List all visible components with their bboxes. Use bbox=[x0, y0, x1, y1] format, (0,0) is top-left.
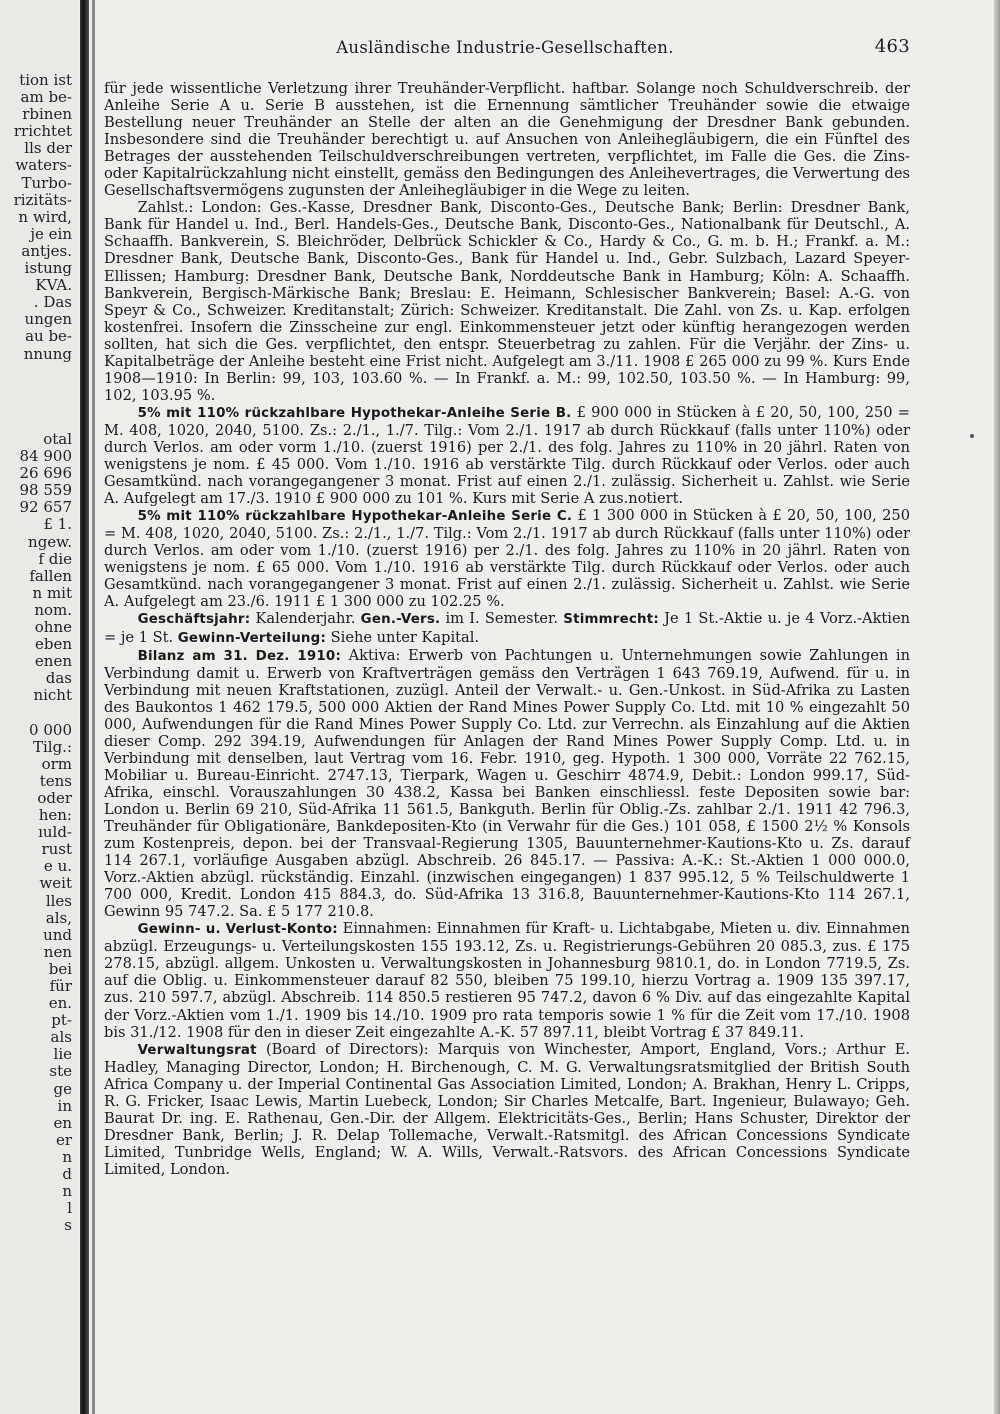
previous-page-line-18 bbox=[0, 380, 72, 397]
previous-page-line-63: n bbox=[62, 1147, 72, 1166]
previous-page-line-12: KVA. bbox=[35, 276, 72, 295]
previous-page-line-47: weit bbox=[39, 874, 72, 893]
previous-page-line-6: Turbo- bbox=[21, 173, 72, 192]
previous-page-line-22: 84 900 bbox=[19, 447, 72, 466]
previous-page-line-29: fallen bbox=[29, 566, 72, 585]
profit-distribution-text: Siehe unter Kapital. bbox=[326, 628, 480, 646]
previous-page-line-28: f die bbox=[38, 549, 72, 568]
profit-loss-paragraph bbox=[104, 920, 910, 1040]
previous-page-line-11: istung bbox=[24, 259, 72, 278]
previous-page-line-41: tens bbox=[39, 771, 72, 790]
running-header bbox=[100, 36, 910, 64]
previous-page-line-14: ungen bbox=[24, 310, 72, 329]
previous-page-line-60: in bbox=[57, 1096, 72, 1115]
fiscal-year-heading: Geschäftsjahr: bbox=[137, 612, 251, 628]
board-text: (Board of Directors): Marquis von Winchester, Amport, England, Vors.; Arthur E. Hadley, Managing Director, London; H. Birchenough, C. M. G. Verwaltungsratsmitglied der British South Africa Company u. der Imperial Continental Gas Association Limited, London; A. Brakhan, Henry L. Cripps, R. G. Fricker, Isaac Lewis, Martin Luebeck, London; Sir Charles Metcalfe, Bart. Ingenieur, Bulawayo; Geh. Baurat Dr. ing. E. Rathenau, Gen.-Dir. der Allgem. Elektricitäts-Ges., Berlin; Hans Schuster, Direktor der Dresdner Bank, Berlin; J. R. Delap Tollemache, Verwalt.-Ratsmitgl. des African Concessions Syndicate Limited, Tunbridge Wells, England; W. A. Wills, Verwalt.-Ratsvors. des African Concessions Syndicate Limited, London. bbox=[104, 1040, 910, 1178]
previous-page-line-32: ohne bbox=[34, 618, 72, 636]
previous-page-line-21: otal bbox=[43, 429, 72, 448]
balance-sheet-text: Aktiva: Erwerb von Pachtungen u. Unternehmungen sowie Zahlungen in Verbindung damit u. Erwerb von Kraftverträgen gemäss den Verträgen 1 643 769.19, Aufwend. für u. in Verbindung mit neuen Kraftstationen, zuzügl. Anteil der Verwalt.- u. Gen.-Unkost. in Süd-Afrika zu Lasten des Baukontos 1 462 179.5, 500 000 Aktien der Rand Mines Power Supply Co. Ltd. mit 10 % eingezahlt 50 000, Aufwendungen für die Rand Mines Power Supply Co. Ltd. zur Verrechn. als Einzahlung auf die Aktien dieser Comp. 292 394.19, Aufwendungen für Anlagen der Rand Mines Power Supply Comp. Ltd. u. in Verbindung mit denselben, laut Vertrag vom 16. Febr. 1910, geg. Hypoth. 1 300 000, Vorräte 22 762.15, Mobiliar u. Bureau-Einricht. 2747.13, Tierpark, Wagen u. Geschirr 4874.9, Debit.: London 999.17, Süd-Afrika, einschl. Vorauszahlungen 30 438.2, Kassa bei Banken einschliessl. feste Depositen sowie bar: London u. Berlin 69 210, Süd-Afrika 11 561.5, Bankguth. Berlin für Oblig.-Zs. zahlbar 2./1. 1911 42 796.3, Treuhänder für Obligationäre, Bankdepositen-Kto (in Verwahr für die Ges.) 101 058, £ 1500 2½ % Konsols zum Kostenpreis, depon. bei der Transvaal-Regierung 1305, Bauunternehmer-Kautions-Kto u. Zs. darauf 114 267.1, vorläufige Ausgaben abzügl. Abschreib. 26 845.17. — Passiva: A.-K.: St.-Aktien 1 000 000.0, Vorz.-Aktien abzügl. rückständig. Einzahl. (inzwischen eingegangen) 1 837 995.12, 5 % Teilschuldwerte 1 700 000, Kredit. London 415 884.3, do. Süd-Afrika 13 316.8, Bauunternehmer-Kautions-Kto 114 267.1, Gewinn 95 747.2. Sa. £ 5 177 210.8. bbox=[104, 646, 910, 921]
previous-page-line-51: nen bbox=[43, 942, 72, 961]
binding-gutter bbox=[80, 0, 89, 1414]
previous-page-line-46: e u. bbox=[43, 857, 72, 876]
page-right-edge bbox=[994, 0, 1000, 1414]
previous-page-line-35: das bbox=[45, 669, 72, 688]
previous-page-line-57: lie bbox=[53, 1045, 72, 1064]
previous-page-line-4: lls der bbox=[24, 139, 72, 158]
previous-page-line-10: antjes. bbox=[21, 241, 72, 260]
previous-page-line-66: l bbox=[67, 1199, 72, 1218]
previous-page-line-19 bbox=[0, 397, 72, 414]
previous-page-line-20 bbox=[0, 414, 72, 431]
paying-agents-paragraph: Zahlst.: London: Ges.-Kasse, Dresdner Bank, Disconto-Ges., Deutsche Bank; Berlin: Dresdner Bank, Bank für Handel u. Ind., Berl. Handels-Ges., Deutsche Bank, Disconto-Ges., Nationalbank für Deutschl., A. Schaaffh. Bankverein, S. Bleichröder, Delbrück Schickler & Co., Hardy & Co., G. m. b. H.; Frankf. a. M.: Dresdner Bank, Deutsche Bank, Disconto-Ges., Bank für Handel u. Ind., Gebr. Sulzbach, Lazard Speyer-Ellissen; Hamburg: Dresdner Bank, Deutsche Bank, Norddeutsche Bank in Hamburg; Köln: A. Schaaffh. Bankverein, Bergisch-Märkische Bank; Breslau: E. Heimann, Schlesischer Bankverein; Basel: A.-G. von Speyr & Co., Schweizer. Kreditanstalt; Zürich: Schweizer. Kreditanstalt. Die Zahl. von Zs. u. Kap. erfolgen kostenfrei. Insofern die Zinsscheine zur engl. Einkommensteuer jetzt oder künftig herangezogen werden sollten, hat sich die Ges. verpflichtet, den entspr. Steuerbetrag zu zahlen. Für die Verjähr. der Zins- u. Kapitalbeträge der Anleihe besteht eine Frist nicht. Aufgelegt am 3./11. 1908 £ 265 000 zu 99 %. Kurs Ende 1908—1910: In Berlin: 99, 103, 103.60 %. — In Frankf. a. M.: 99, 102.50, 103.50 %. — In Hamburg: 99, 102, 103.95 %. bbox=[104, 199, 910, 404]
previous-page-line-1: am be- bbox=[20, 88, 72, 107]
previous-page-edge bbox=[0, 0, 78, 1414]
previous-page-line-59: ge bbox=[53, 1079, 72, 1098]
previous-page-line-15: au be- bbox=[25, 327, 72, 346]
profit-loss-heading: Gewinn- u. Verlust-Konto: bbox=[137, 922, 338, 938]
previous-page-line-44: ıuld- bbox=[38, 823, 72, 842]
bond-series-c-paragraph bbox=[104, 507, 910, 610]
previous-page-line-61: en bbox=[53, 1113, 72, 1132]
balance-sheet-paragraph bbox=[104, 647, 910, 921]
previous-page-line-26: £ 1. bbox=[43, 515, 72, 534]
previous-page-line-7: rizitäts- bbox=[13, 190, 72, 209]
previous-page-line-37 bbox=[0, 704, 72, 721]
previous-page-line-0: tion ist bbox=[19, 71, 72, 89]
page-number: 463 bbox=[874, 36, 910, 57]
previous-page-line-42: oder bbox=[37, 788, 72, 807]
previous-page-line-48: lles bbox=[45, 891, 72, 910]
previous-page-line-23: 26 696 bbox=[19, 464, 72, 483]
previous-page-line-24: 98 559 bbox=[19, 481, 72, 500]
binding-shadow bbox=[92, 0, 95, 1414]
previous-page-line-54: en. bbox=[48, 994, 72, 1013]
previous-page-line-3: rrichtet bbox=[13, 122, 72, 141]
previous-page-line-49: als, bbox=[45, 908, 72, 927]
profit-distribution-heading: Gewinn-Verteilung: bbox=[177, 630, 327, 646]
previous-page-line-43: hen: bbox=[38, 806, 72, 825]
bond-series-c-heading: 5% mit 110% rückzahlbare Hypothekar-Anleihe Serie C. bbox=[137, 509, 573, 525]
previous-page-line-13: . Das bbox=[33, 293, 72, 312]
previous-page-line-45: rust bbox=[41, 840, 72, 859]
bond-series-b-heading: 5% mit 110% rückzahlbare Hypothekar-Anleihe Serie B. bbox=[137, 405, 572, 421]
previous-page-line-58: ste bbox=[49, 1062, 72, 1081]
previous-page-line-17 bbox=[0, 363, 72, 380]
voting-right-text: Je 1 St.-Aktie u. je 4 Vorz.-Aktien = je 1 St. bbox=[104, 610, 910, 646]
previous-page-line-53: für bbox=[49, 976, 72, 995]
previous-page-line-31: nom. bbox=[34, 600, 72, 619]
previous-page-line-33: eben bbox=[34, 635, 72, 654]
previous-page-line-55: pt- bbox=[51, 1011, 72, 1030]
previous-page-line-5: waters- bbox=[15, 156, 72, 175]
scan-speck bbox=[970, 434, 974, 438]
previous-page-line-27: ngew. bbox=[28, 532, 72, 551]
general-meeting-heading: Gen.-Vers. bbox=[360, 612, 441, 628]
previous-page-text-fragments bbox=[0, 72, 72, 1234]
bond-series-b-paragraph bbox=[104, 404, 910, 507]
previous-page-line-40: orm bbox=[41, 754, 72, 773]
previous-page-line-16: nnung bbox=[23, 344, 72, 363]
previous-page-line-30: n mit bbox=[32, 583, 72, 602]
bond-series-c-text: £ 1 300 000 in Stücken à £ 20, 50, 100, 250 = M. 408, 1020, 2040, 5100. Zs.: 2./1., 1./7. Tilg.: Vom 2./1. 1917 ab durch Rückkauf (falls unter 110%) oder durch Verlos. am oder vom 1./10. (zuerst 1916) per 2./1. des folg. Jahres zu 110% in 20 jährl. Raten von wenigstens je nom. £ 65 000. Vom 1./10. 1916 ab verstärkte Tilg. durch Rückkauf oder Verlos. oder auch Gesamtkünd. nach vorangegangener 3 monat. Frist auf einen 2./1. zulässig. Sicherheit u. Zahlst. wie Serie A. Aufgelegt am 23./6. 1911 £ 1 300 000 zu 102.25 %. bbox=[104, 507, 910, 611]
fiscal-year-text: Kalenderjahr. bbox=[250, 610, 361, 628]
balance-sheet-heading: Bilanz am 31. Dez. 1910: bbox=[137, 648, 342, 664]
previous-page-line-65: n bbox=[62, 1182, 72, 1201]
previous-page-line-62: er bbox=[55, 1130, 72, 1149]
running-title: Ausländische Industrie-Gesellschaften. bbox=[336, 38, 674, 57]
profit-loss-text: Einnahmen: Einnahmen für Kraft- u. Lichtabgabe, Mieten u. div. Einnahmen abzügl. Erzeugungs- u. Verteilungskosten 155 193.12, Zs. u. Registrierungs-Gebühren 20 085.3, zus. £ 175 278.15, abzügl. allgem. Unkosten u. Verwaltungskosten in Johannesburg 9810.1, do. in London 7719.5, Zs. auf die Oblig. u. Einkommensteuer darauf 82 550, bleiben 75 199.10, hierzu Vortrag a. 1909 135 397.17, zus. 210 597.7, abzügl. Abschreib. 114 850.5 restieren 95 747.2, davon 6 % Div. auf das eingezahlte Kapital der Vorz.-Aktien vom 1./1. 1909 bis 14./10. 1909 pro rata temporis sowie 1 % für die Zeit vom 17./10. 1908 bis 31./12. 1908 für den in dieser Zeit eingezahlte A.-K. 57 897.11, bleibt Vortrag £ 37 849.11. bbox=[104, 920, 910, 1041]
article-body bbox=[104, 80, 910, 1178]
previous-page-line-52: bei bbox=[48, 959, 72, 978]
voting-right-heading: Stimmrecht: bbox=[563, 612, 659, 628]
previous-page-line-34: enen bbox=[34, 652, 72, 671]
previous-page-line-9: je ein bbox=[30, 224, 72, 243]
previous-page-line-50: und bbox=[43, 925, 72, 944]
previous-page-line-64: d bbox=[62, 1165, 72, 1183]
previous-page-line-36: nicht bbox=[33, 686, 72, 705]
previous-page-line-25: 92 657 bbox=[19, 498, 72, 517]
bond-series-b-text: £ 900 000 in Stücken à £ 20, 50, 100, 250 = M. 408, 1020, 2040, 5100. Zs.: 2./1., 1./7. Tilg.: Vom 2./1. 1917 ab durch Rückkauf (falls unter 110%) oder durch Verlos. am oder vorm 1./10. (zuerst 1916) per 2./1. des folg. Jahres zu 110% in 20 jährl. Raten von wenigstens je nom. £ 45 000. Vom 1./10. 1916 ab verstärkte Tilg. durch Rückkauf oder Verlos. oder auch Gesamtkünd. nach vorangegangener 3 monat. Frist auf einen 2./1. zulässig. Sicherheit u. Zahlst. wie Serie A. Aufgelegt am 17./3. 1910 £ 900 000 zu 101 %. Kurs mit Serie A zus.notiert. bbox=[104, 403, 910, 508]
board-heading: Verwaltungsrat bbox=[137, 1042, 257, 1058]
previous-page-line-56: als bbox=[50, 1028, 72, 1047]
board-of-directors-paragraph bbox=[104, 1041, 910, 1178]
previous-page-line-67: s bbox=[64, 1216, 72, 1235]
previous-page-line-2: rbinen bbox=[22, 105, 72, 124]
trustee-paragraph: für jede wissentliche Verletzung ihrer Treuhänder-Verpflicht. haftbar. Solange noch Schuldverschreib. der Anleihe Serie A u. Serie B ausstehen, ist die Ernennung sämtlicher Treuhänder sowie die etwaige Bestellung neuer Treuhänder an Stelle der alten an die Genehmigung der Dresdner Bank gebunden. Insbesondere sind die Treuhänder berechtigt u. auf Ansuchen von Anleihegläubigern, die ein Fünftel des Betrages der ausstehenden Teilschuldverschreibungen vertreten, verpflichtet, im Falle die Ges. die Zins- oder Kapitalrückzahlung nicht einstellt, gemäss den Bedingungen des Anleihevertrages, die Verwertung des Gesellschaftsvermögens zugunsten der Anleihegläubiger in die Wege zu leiten. bbox=[104, 80, 910, 200]
previous-page-line-38: 0 000 bbox=[29, 720, 72, 739]
previous-page-line-8: n wird, bbox=[18, 207, 72, 226]
corporate-facts-paragraph bbox=[104, 610, 910, 646]
general-meeting-text: im I. Semester. bbox=[440, 610, 564, 628]
previous-page-line-39: Tilg.: bbox=[32, 737, 72, 756]
